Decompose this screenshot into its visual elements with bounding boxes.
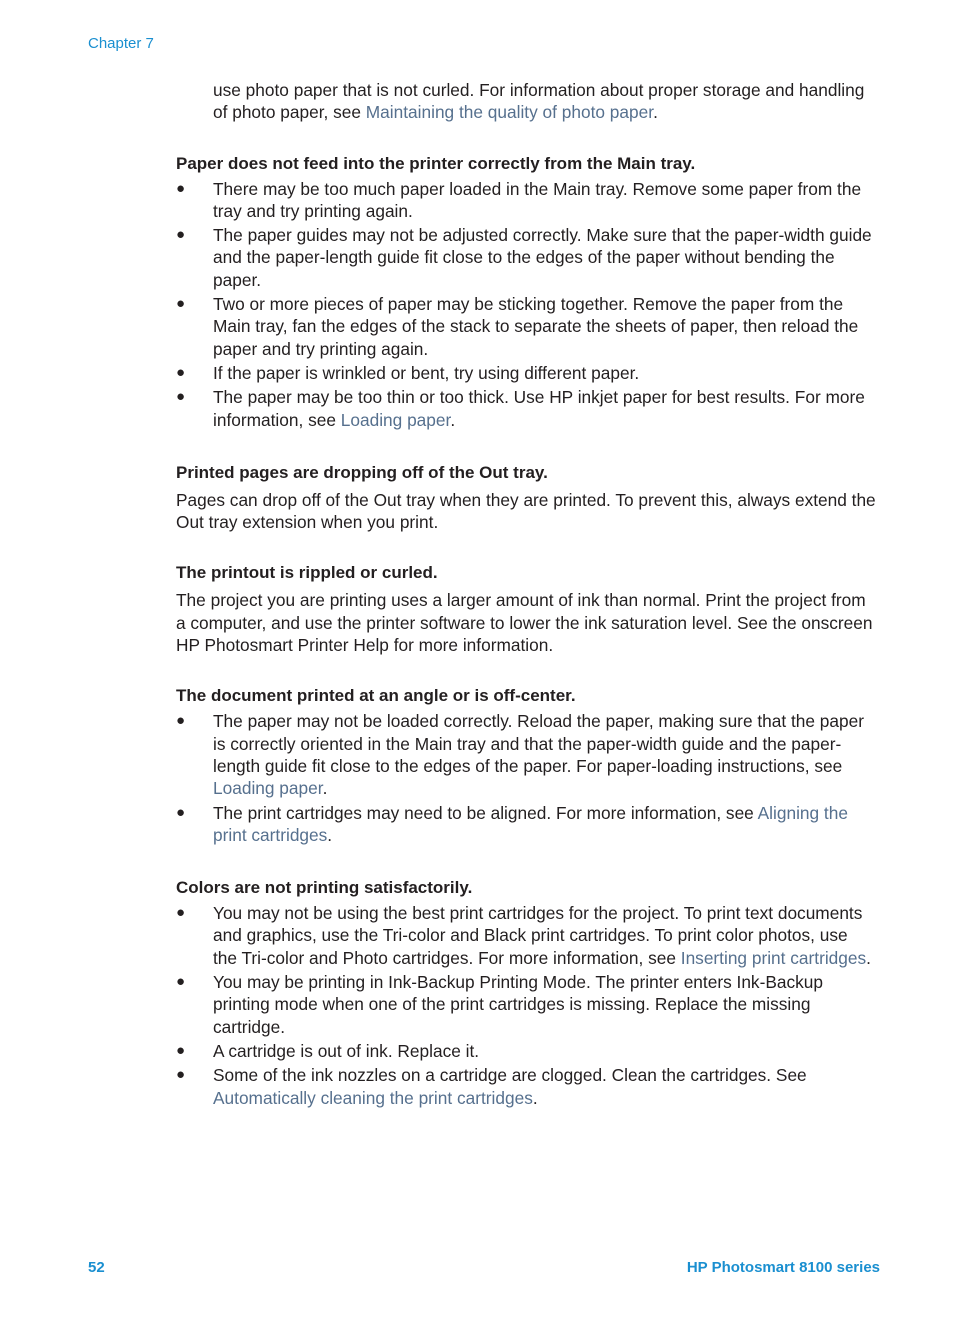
page-content xyxy=(176,79,876,1111)
list-item-text: The print cartridges may need to be aligned. For more information, see xyxy=(213,802,758,823)
colors-list xyxy=(176,902,876,1109)
bullet-icon: ● xyxy=(176,179,186,197)
list-item xyxy=(176,802,876,847)
list-item xyxy=(176,1040,876,1062)
list-item-text: You may be printing in Ink-Backup Printing Mode. The printer enters Ink-Backup printing mode when one of the print cartridges is missing. Replace the missing cartridge. xyxy=(213,972,823,1037)
bullet-icon: ● xyxy=(176,295,186,313)
bullet-icon: ● xyxy=(176,226,186,244)
paper-feed-list xyxy=(176,178,876,431)
list-item-text: The paper may be too thin or too thick. Use HP inkjet paper for best results. For more information, see xyxy=(213,387,865,430)
list-item-text: If the paper is wrinkled or bent, try using different paper. xyxy=(213,362,640,383)
rippled-paragraph: The project you are printing uses a larger amount of ink than normal. Print the project from a computer, and use the printer software to lower the ink saturation level. See the onscreen HP Photosmart Printer Help for more information. xyxy=(176,590,873,656)
list-item xyxy=(176,902,876,969)
heading-paper-feed: Paper does not feed into the printer correctly from the Main tray. xyxy=(176,153,696,173)
list-item xyxy=(176,386,876,431)
bullet-icon: ● xyxy=(176,1066,186,1084)
list-item-end: . xyxy=(322,778,328,799)
intro-paragraph xyxy=(213,79,876,124)
intro-text: use photo paper that is not curled. For information about proper storage and handling of photo paper, see xyxy=(213,80,865,123)
list-item xyxy=(176,1064,876,1109)
bullet-icon: ● xyxy=(176,712,186,730)
list-item-end: . xyxy=(532,1087,538,1108)
list-item-text: There may be too much paper loaded in the Main tray. Remove some paper from the tray and try printing again. xyxy=(213,178,862,221)
link-auto-cleaning[interactable]: Automatically cleaning the print cartridges xyxy=(213,1087,533,1108)
heading-rippled: The printout is rippled or curled. xyxy=(176,563,438,583)
list-item xyxy=(176,971,876,1038)
heading-colors: Colors are not printing satisfactorily. xyxy=(176,878,473,898)
bullet-icon: ● xyxy=(176,973,186,991)
bullet-icon: ● xyxy=(176,803,186,821)
link-loading-paper[interactable]: Loading paper xyxy=(213,778,323,799)
list-item-text: The paper may not be loaded correctly. Reload the paper, making sure that the paper is correctly oriented in the Main tray and that the paper-width guide and the paper-length guide fit close to the edges of the paper. For paper-loading instructions, see xyxy=(213,711,864,776)
link-loading-paper[interactable]: Loading paper xyxy=(340,409,451,430)
list-item-end: . xyxy=(866,947,871,968)
list-item-text: You may not be using the best print cartridges for the project. To print text documents and graphics, use the Tri-color and Black print cartridges. To print color photos, use the Tri-color and Photo cartridges. For more information, see xyxy=(213,903,863,968)
list-item-end: . xyxy=(327,824,333,845)
list-item xyxy=(176,362,876,384)
heading-out-tray: Printed pages are dropping off of the Out tray. xyxy=(176,462,548,482)
page-number: 52 xyxy=(88,1259,105,1276)
out-tray-paragraph: Pages can drop off of the Out tray when they are printed. To prevent this, always extend the Out tray extension when you print. xyxy=(176,489,876,533)
heading-angle: The document printed at an angle or is off-center. xyxy=(176,686,576,706)
list-item xyxy=(176,224,876,291)
bullet-icon: ● xyxy=(176,904,186,922)
list-item-text: Some of the ink nozzles on a cartridge are clogged. Clean the cartridges. See xyxy=(213,1065,807,1086)
list-item xyxy=(176,178,876,223)
link-maintaining-photo-paper[interactable]: Maintaining the quality of photo paper xyxy=(365,102,654,123)
product-name: HP Photosmart 8100 series xyxy=(686,1259,880,1276)
bullet-icon: ● xyxy=(176,388,186,406)
chapter-label: Chapter 7 xyxy=(88,35,154,52)
link-inserting-cartridges[interactable]: Inserting print cartridges xyxy=(680,947,867,968)
intro-end: . xyxy=(653,102,658,123)
bullet-icon: ● xyxy=(176,1041,186,1059)
list-item-end: . xyxy=(450,409,456,430)
bullet-icon: ● xyxy=(176,363,186,381)
list-item xyxy=(176,293,876,360)
list-item-text: A cartridge is out of ink. Replace it. xyxy=(213,1040,480,1061)
link-aligning-cartridges[interactable]: Aligning the print cartridges xyxy=(213,802,848,845)
list-item-text: The paper guides may not be adjusted correctly. Make sure that the paper-width guide and the paper-length guide fit close to the edges of the paper without bending the paper. xyxy=(213,225,872,290)
list-item xyxy=(176,710,876,799)
angle-list xyxy=(176,710,876,846)
list-item-text: Two or more pieces of paper may be sticking together. Remove the paper from the Main tray, fan the edges of the stack to separate the sheets of paper, then reload the paper and try printing again. xyxy=(213,294,859,359)
